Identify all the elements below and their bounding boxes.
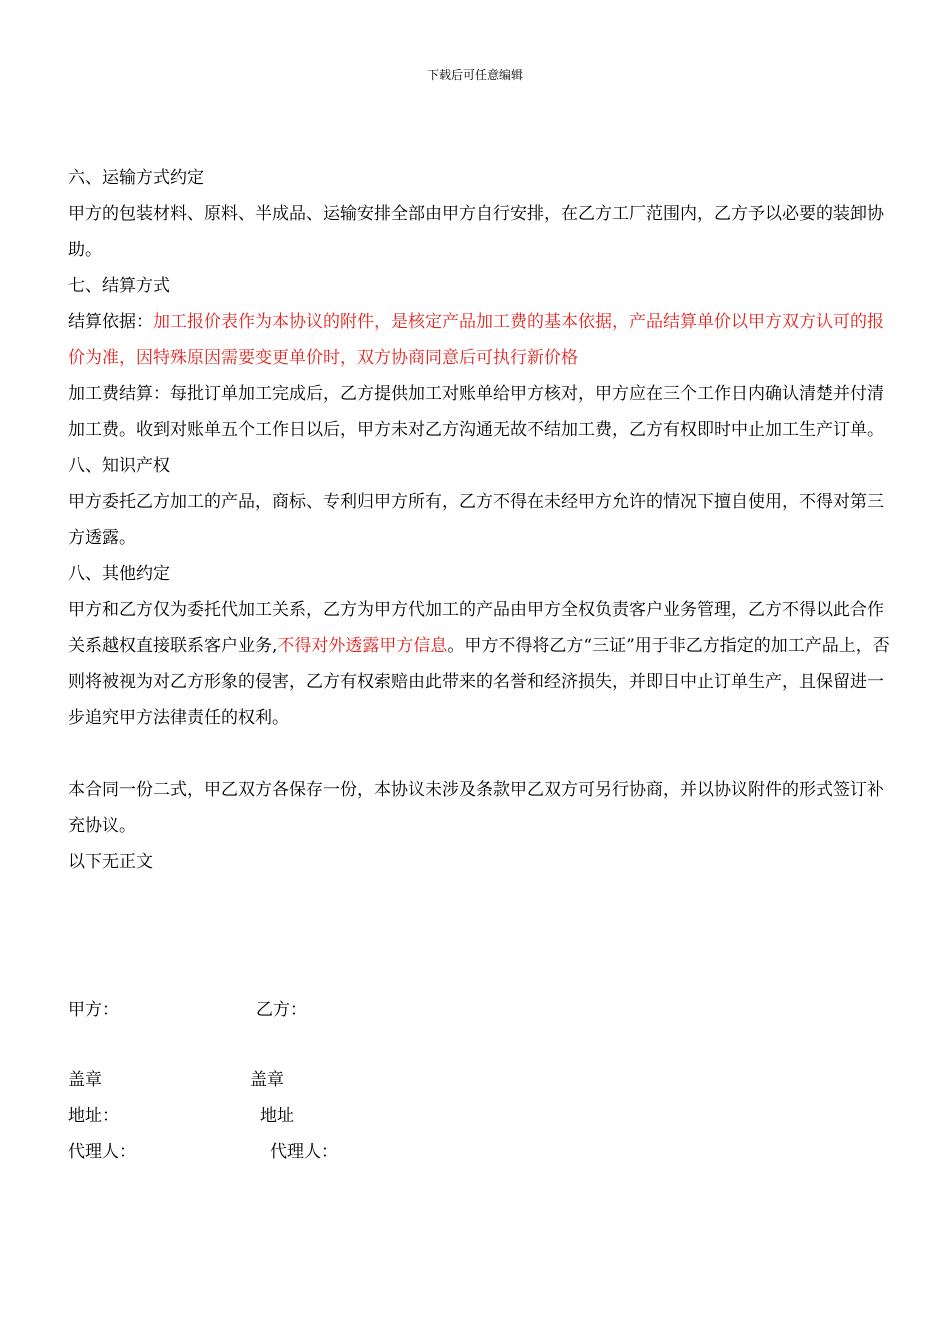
agent-a-label: 代理人： [68, 1142, 136, 1162]
contract-body [68, 160, 890, 880]
section-7-basis-label: 结算依据： [68, 312, 153, 332]
section-9-body-b: 。甲方不得将乙方“三证”用于非乙方指定的加工产品上，否则将被视为对乙方形象的侵害，乙方有权索赔由此带来的名誉和经济损失，并即日中止订单生产，且保留进一步追究甲方法律责任的权利。 [68, 636, 890, 728]
section-8-title: 八、知识产权 [68, 456, 170, 476]
address-b-label: 地址 [260, 1106, 294, 1126]
section-6-title: 六、运输方式约定 [68, 168, 204, 188]
page-header-note: 下载后可任意编辑 [426, 68, 523, 82]
seal-a-label: 盖章 [68, 1070, 102, 1090]
address-a-label: 地址： [68, 1106, 119, 1126]
section-7-basis-text: 加工报价表作为本协议的附件，是核定产品加工费的基本依据，产品结算单价以甲方双方认可的报价为准，因特殊原因需要变更单价时，双方协商同意后可执行新价格 [68, 312, 884, 368]
end-note: 以下无正文 [68, 852, 153, 872]
section-9-body-highlight: 不得对外透露甲方信息 [277, 636, 448, 656]
party-b-label: 乙方： [256, 1000, 307, 1020]
section-9-body [68, 592, 890, 736]
section-7-fee: 加工费结算：每批订单加工完成后，乙方提供加工对账单给甲方核对，甲方应在三个工作日内确认清楚并付清加工费。收到对账单五个工作日以后，甲方未对乙方沟通无故不结加工费，乙方有权即时中止加工生产订单。 [68, 384, 884, 440]
section-9-title: 八、其他约定 [68, 564, 170, 584]
spacer [68, 736, 890, 772]
section-7-basis [68, 304, 890, 376]
agent-b-label: 代理人： [270, 1142, 338, 1162]
party-a-label: 甲方： [68, 1000, 119, 1020]
section-7-title: 七、结算方式 [68, 276, 170, 296]
section-6-body: 甲方的包装材料、原料、半成品、运输安排全部由甲方自行安排，在乙方工厂范围内，乙方予以必要的装卸协助。 [68, 204, 884, 260]
closing-paragraph: 本合同一份二式，甲乙双方各保存一份，本协议未涉及条款甲乙双方可另行协商，并以协议附件的形式签订补充协议。 [68, 780, 884, 836]
section-9-body-a: 甲方和乙方仅为委托代加工关系，乙方为甲方代加工的产品由甲方全权负责客户业务管理，乙方不得以此合作关系越权直接联系客户业务, [68, 600, 884, 656]
section-8-body: 甲方委托乙方加工的产品，商标、专利归甲方所有，乙方不得在未经甲方允许的情况下擅自使用，不得对第三方透露。 [68, 492, 884, 548]
seal-b-label: 盖章 [250, 1070, 284, 1090]
